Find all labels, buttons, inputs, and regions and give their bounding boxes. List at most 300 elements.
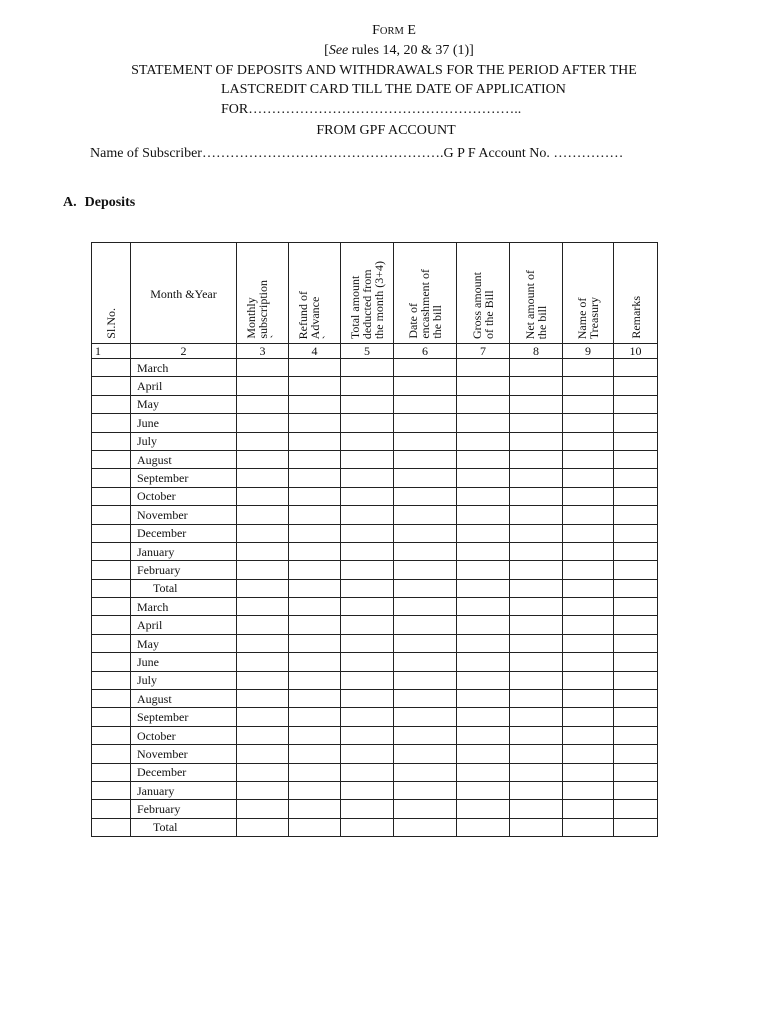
table-cell[interactable] [510,745,563,763]
section-heading-deposits [63,194,143,212]
table-cell[interactable] [92,359,131,377]
table-cell[interactable] [394,524,457,542]
table-cell[interactable] [510,506,563,524]
table-cell[interactable] [92,671,131,689]
table-cell[interactable] [563,359,614,377]
table-cell[interactable] [614,414,658,432]
table-cell[interactable] [237,690,289,708]
table-cell[interactable] [289,763,341,781]
table-cell[interactable] [341,653,394,671]
month-label: October [131,487,237,505]
total-label: Total [131,579,237,597]
table-cell[interactable] [394,818,457,836]
table-cell[interactable] [563,653,614,671]
month-label: February [131,800,237,818]
column-number: 8 [510,344,563,359]
column-header [394,243,457,344]
table-row [92,781,658,799]
table-cell[interactable] [614,708,658,726]
table-cell[interactable] [289,561,341,579]
table-cell[interactable] [341,800,394,818]
table-cell[interactable] [457,359,510,377]
table-cell[interactable] [289,487,341,505]
table-cell[interactable] [289,726,341,744]
table-cell[interactable] [289,469,341,487]
table-cell[interactable] [614,653,658,671]
table-row [92,708,658,726]
table-row [92,524,658,542]
table-cell[interactable] [92,561,131,579]
table-cell[interactable] [341,671,394,689]
column-header [289,243,341,344]
table-cell[interactable] [92,745,131,763]
table-cell[interactable] [457,469,510,487]
table-cell[interactable] [289,579,341,597]
table-cell[interactable] [341,598,394,616]
table-cell[interactable] [92,395,131,413]
table-cell[interactable] [341,781,394,799]
table-row [92,395,658,413]
table-cell[interactable] [614,818,658,836]
table-cell[interactable] [394,395,457,413]
table-cell[interactable] [394,781,457,799]
table-cell[interactable] [394,671,457,689]
column-header [341,243,394,344]
table-cell[interactable] [237,653,289,671]
table-cell[interactable] [563,414,614,432]
table-cell[interactable] [457,653,510,671]
table-cell[interactable] [237,818,289,836]
table-cell[interactable] [614,634,658,652]
table-cell[interactable] [510,616,563,634]
table-cell[interactable] [563,450,614,468]
table-cell[interactable] [237,432,289,450]
table-cell[interactable] [237,708,289,726]
table-cell[interactable] [510,671,563,689]
table-cell[interactable] [614,781,658,799]
table-cell[interactable] [237,469,289,487]
gpf-account-line: FROM GPF ACCOUNT [316,123,456,138]
table-cell[interactable] [289,800,341,818]
table-cell[interactable] [614,690,658,708]
table-cell[interactable] [563,395,614,413]
table-cell[interactable] [563,745,614,763]
table-cell[interactable] [92,432,131,450]
table-cell[interactable] [457,708,510,726]
table-cell[interactable] [289,671,341,689]
column-number: 9 [563,344,614,359]
table-cell[interactable] [563,579,614,597]
table-cell[interactable] [510,359,563,377]
table-cell[interactable] [92,690,131,708]
table-cell[interactable] [92,487,131,505]
table-cell[interactable] [394,616,457,634]
table-cell[interactable] [237,487,289,505]
table-cell[interactable] [614,671,658,689]
table-cell[interactable] [510,377,563,395]
column-number: 10 [614,344,658,359]
table-cell[interactable] [289,414,341,432]
table-cell[interactable] [510,414,563,432]
table-cell[interactable] [394,542,457,560]
month-label: May [131,395,237,413]
table-cell[interactable] [341,579,394,597]
month-label: January [131,781,237,799]
table-cell[interactable] [289,542,341,560]
month-label: March [131,598,237,616]
table-cell[interactable] [237,542,289,560]
table-cell[interactable] [92,763,131,781]
table-cell[interactable] [563,524,614,542]
table-cell[interactable] [563,598,614,616]
table-cell[interactable] [394,690,457,708]
table-cell[interactable] [457,634,510,652]
table-cell[interactable] [289,708,341,726]
table-cell[interactable] [92,781,131,799]
table-cell[interactable] [457,561,510,579]
column-number: 5 [341,344,394,359]
column-number: 2 [131,344,237,359]
table-cell[interactable] [457,616,510,634]
table-cell[interactable] [614,506,658,524]
table-cell[interactable] [457,414,510,432]
table-cell[interactable] [341,763,394,781]
table-cell[interactable] [510,450,563,468]
table-cell[interactable] [457,450,510,468]
statement-title-line-1: STATEMENT OF DEPOSITS AND WITHDRAWALS FOR THE PERIOD AFTER THE [131,63,637,78]
table-cell[interactable] [341,745,394,763]
table-cell[interactable] [92,377,131,395]
table-cell[interactable] [237,598,289,616]
table-row [92,542,658,560]
table-cell[interactable] [457,781,510,799]
table-cell[interactable] [92,579,131,597]
table-cell[interactable] [510,487,563,505]
month-label: May [131,634,237,652]
month-label: July [131,432,237,450]
table-cell[interactable] [563,634,614,652]
table-cell[interactable] [457,745,510,763]
table-cell[interactable] [394,450,457,468]
table-cell[interactable] [614,450,658,468]
table-cell[interactable] [394,487,457,505]
column-header-label: Gross amount of the Bill [470,272,496,339]
table-cell[interactable] [614,745,658,763]
table-cell[interactable] [341,561,394,579]
table-row [92,487,658,505]
table-cell[interactable] [510,781,563,799]
table-row [92,561,658,579]
table-cell[interactable] [289,598,341,616]
column-header [563,243,614,344]
table-cell[interactable] [237,634,289,652]
month-label: July [131,671,237,689]
table-cell[interactable] [341,377,394,395]
table-cell[interactable] [614,726,658,744]
column-header-label: Sl.No. [104,308,118,339]
table-cell[interactable] [237,395,289,413]
table-cell[interactable] [563,690,614,708]
table-cell[interactable] [563,800,614,818]
table-cell[interactable] [237,524,289,542]
table-cell[interactable] [457,818,510,836]
table-row [92,506,658,524]
table-cell[interactable] [563,469,614,487]
table-cell[interactable] [289,818,341,836]
table-row [92,763,658,781]
table-cell[interactable] [563,542,614,560]
table-cell[interactable] [614,561,658,579]
table-cell[interactable] [92,414,131,432]
table-cell[interactable] [92,450,131,468]
table-cell[interactable] [394,726,457,744]
table-cell[interactable] [394,561,457,579]
table-cell[interactable] [510,561,563,579]
table-cell[interactable] [457,542,510,560]
table-cell[interactable] [341,726,394,744]
table-cell[interactable] [237,671,289,689]
table-cell[interactable] [510,726,563,744]
table-cell[interactable] [289,634,341,652]
table-cell[interactable] [510,395,563,413]
table-cell[interactable] [457,524,510,542]
table-cell[interactable] [289,781,341,799]
table-cell[interactable] [563,781,614,799]
column-number: 4 [289,344,341,359]
rules-text: rules 14, 20 & 37 (1)] [348,43,474,58]
table-cell[interactable] [289,745,341,763]
table-cell[interactable] [563,561,614,579]
table-cell[interactable] [394,800,457,818]
table-cell[interactable] [457,726,510,744]
table-cell[interactable] [237,616,289,634]
table-cell[interactable] [92,506,131,524]
table-cell[interactable] [614,598,658,616]
column-header [237,243,289,344]
table-cell[interactable] [563,763,614,781]
form-title-initial: F [372,23,380,38]
table-cell[interactable] [394,506,457,524]
table-cell[interactable] [289,690,341,708]
table-cell[interactable] [394,377,457,395]
table-cell[interactable] [341,616,394,634]
table-cell[interactable] [563,432,614,450]
table-cell[interactable] [614,800,658,818]
table-cell[interactable] [614,432,658,450]
column-number-row [92,344,658,359]
table-cell[interactable] [563,671,614,689]
table-cell[interactable] [341,708,394,726]
table-cell[interactable] [457,671,510,689]
month-label: June [131,414,237,432]
table-cell[interactable] [510,579,563,597]
month-label: December [131,763,237,781]
table-cell[interactable] [341,524,394,542]
table-cell[interactable] [614,579,658,597]
table-cell[interactable] [563,726,614,744]
table-cell[interactable] [457,377,510,395]
table-cell[interactable] [92,616,131,634]
table-cell[interactable] [510,634,563,652]
table-cell[interactable] [341,414,394,432]
table-cell[interactable] [563,377,614,395]
table-cell[interactable] [341,487,394,505]
table-cell[interactable] [614,763,658,781]
table-cell[interactable] [341,506,394,524]
table-cell[interactable] [394,432,457,450]
table-cell[interactable] [614,487,658,505]
table-cell[interactable] [92,818,131,836]
table-cell[interactable] [457,506,510,524]
table-cell[interactable] [341,634,394,652]
table-cell[interactable] [341,690,394,708]
table-cell[interactable] [92,708,131,726]
table-cell[interactable] [457,690,510,708]
table-cell[interactable] [457,487,510,505]
table-cell[interactable] [237,414,289,432]
column-header [614,243,658,344]
table-cell[interactable] [394,414,457,432]
table-cell[interactable] [510,469,563,487]
column-header [92,243,131,344]
table-cell[interactable] [510,542,563,560]
table-cell[interactable] [457,579,510,597]
table-cell[interactable] [289,359,341,377]
table-cell[interactable] [563,708,614,726]
table-cell[interactable] [563,506,614,524]
table-cell[interactable] [394,598,457,616]
table-cell[interactable] [614,395,658,413]
table-cell[interactable] [341,432,394,450]
table-cell[interactable] [341,469,394,487]
section-letter: A. [63,195,77,210]
month-label: December [131,524,237,542]
column-number: 7 [457,344,510,359]
table-cell[interactable] [341,818,394,836]
table-cell[interactable] [510,763,563,781]
column-header-label: Refund of Advance ` [295,290,334,339]
table-cell[interactable] [394,469,457,487]
table-cell[interactable] [563,818,614,836]
table-cell[interactable] [341,395,394,413]
table-row [92,634,658,652]
table-cell[interactable] [394,634,457,652]
table-cell[interactable] [614,542,658,560]
table-row [92,671,658,689]
subscriber-line: Name of Subscriber…………………………………………….G P F Account No. …………… [90,146,624,161]
table-cell[interactable] [289,524,341,542]
table-cell[interactable] [614,359,658,377]
table-row [92,432,658,450]
table-cell[interactable] [92,653,131,671]
table-cell[interactable] [614,377,658,395]
table-cell[interactable] [394,359,457,377]
table-cell[interactable] [614,524,658,542]
table-row [92,745,658,763]
table-cell[interactable] [289,432,341,450]
table-cell[interactable] [510,708,563,726]
table-cell[interactable] [237,506,289,524]
table-cell[interactable] [289,450,341,468]
table-cell[interactable] [92,726,131,744]
table-cell[interactable] [237,359,289,377]
table-cell[interactable] [237,763,289,781]
table-cell[interactable] [92,524,131,542]
month-label: June [131,653,237,671]
table-cell[interactable] [510,800,563,818]
table-cell[interactable] [237,561,289,579]
table-cell[interactable] [92,800,131,818]
table-cell[interactable] [510,653,563,671]
table-cell[interactable] [510,524,563,542]
table-cell[interactable] [92,542,131,560]
deposits-table [91,242,658,837]
table-cell[interactable] [92,634,131,652]
table-cell[interactable] [614,469,658,487]
table-cell[interactable] [341,542,394,560]
month-label: March [131,359,237,377]
table-cell[interactable] [92,598,131,616]
table-cell[interactable] [289,616,341,634]
table-cell[interactable] [394,708,457,726]
table-cell[interactable] [237,450,289,468]
month-label: August [131,690,237,708]
table-cell[interactable] [341,450,394,468]
table-row [92,598,658,616]
table-cell[interactable] [510,690,563,708]
table-cell[interactable] [289,395,341,413]
table-cell[interactable] [237,377,289,395]
table-cell[interactable] [237,800,289,818]
column-number: 1 [92,344,131,359]
table-cell[interactable] [457,763,510,781]
table-cell[interactable] [510,818,563,836]
table-cell[interactable] [457,800,510,818]
table-cell[interactable] [289,653,341,671]
table-cell[interactable] [394,745,457,763]
table-row [92,818,658,836]
table-cell[interactable] [92,469,131,487]
table-cell[interactable] [510,432,563,450]
section-title: Deposits [84,195,136,210]
table-cell[interactable] [341,359,394,377]
form-title [10,22,768,41]
table-cell[interactable] [614,616,658,634]
table-cell[interactable] [289,506,341,524]
month-label: September [131,708,237,726]
table-cell[interactable] [394,763,457,781]
column-header-label: Remarks [628,296,643,339]
table-cell[interactable] [394,653,457,671]
month-label: April [131,616,237,634]
table-cell[interactable] [237,745,289,763]
table-cell[interactable] [237,579,289,597]
table-cell[interactable] [563,616,614,634]
table-cell[interactable] [510,598,563,616]
table-cell[interactable] [237,781,289,799]
table-cell[interactable] [289,377,341,395]
table-cell[interactable] [237,726,289,744]
table-cell[interactable] [457,432,510,450]
month-label: October [131,726,237,744]
table-cell[interactable] [457,598,510,616]
table-cell[interactable] [457,395,510,413]
month-label: February [131,561,237,579]
table-cell[interactable] [394,579,457,597]
table-cell[interactable] [563,487,614,505]
rules-open-bracket: [ [324,43,329,58]
rules-see-word: See [328,43,349,58]
